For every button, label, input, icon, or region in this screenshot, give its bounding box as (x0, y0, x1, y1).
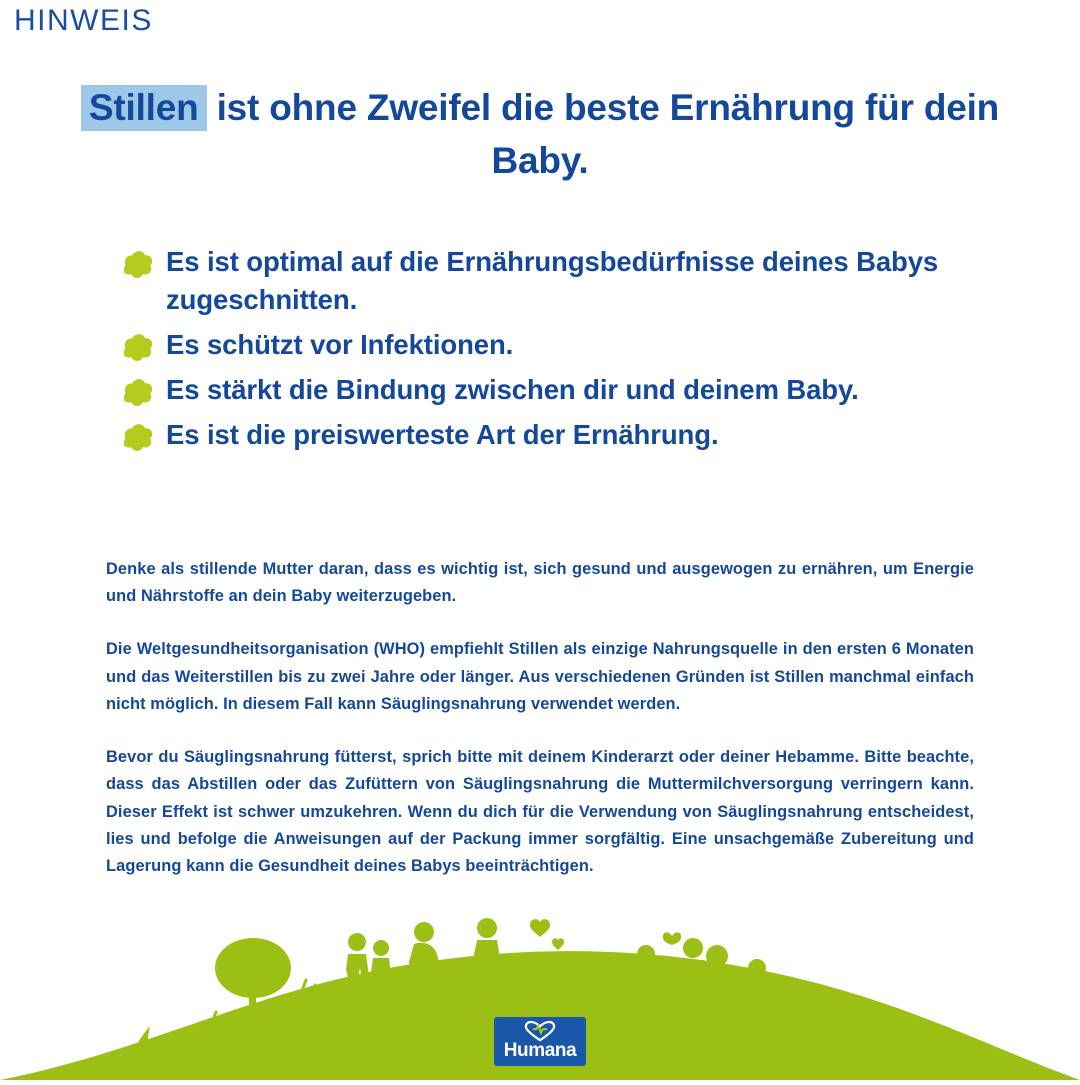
headline-highlight: Stillen (81, 85, 207, 131)
list-item (124, 416, 1004, 454)
headline-rest: ist ohne Zweifel die beste Ernährung für dein Baby. (206, 87, 1000, 181)
body-copy (106, 556, 974, 880)
logo-wordmark: Humana (503, 1040, 577, 1061)
benefits-list (124, 243, 1004, 461)
paragraph: Denke als stillende Mutter daran, dass es wichtig ist, sich gesund und ausgewogen zu ernähren, um Energie und Nährstoffe an dein Baby weiterzugeben. (106, 560, 974, 606)
list-item-label: Es ist optimal auf die Ernährungsbedürfnisse deines Babys zugeschnitten. (166, 246, 939, 315)
list-item-label: Es ist die preiswerteste Art der Ernährung. (166, 418, 719, 450)
brand-logo (460, 1017, 620, 1066)
flower-bullet-icon (124, 377, 154, 407)
list-item-label: Es schützt vor Infektionen. (166, 328, 514, 360)
page-kicker: HINWEIS (14, 4, 153, 37)
list-item (124, 326, 1004, 364)
page-title (70, 82, 1010, 187)
flower-bullet-icon (124, 422, 154, 452)
flower-bullet-icon (124, 249, 154, 279)
paragraph: Bevor du Säuglingsnahrung fütterst, sprich bitte mit deinem Kinderarzt oder deiner Hebamme. Bitte beachte, dass das Abstillen oder das Zufüttern von Säuglingsnahrung die Muttermilchversorgung verringern kann. Dieser Effekt ist schwer umzukehren. Wenn du dich für die Verwendung von Säuglingsnahrung entscheidest, lies und befolge die Anweisungen auf der Packung immer sorgfältig. Eine unsachgemäße Zubereitung und Lagerung kann die Gesundheit deines Babys beeinträchtigen. (106, 748, 974, 876)
list-item-label: Es stärkt die Bindung zwischen dir und deinem Baby. (166, 373, 859, 405)
logo-badge (494, 1017, 587, 1066)
paragraph: Die Weltgesundheitsorganisation (WHO) empfiehlt Stillen als einzige Nahrungsquelle in den ersten 6 Monaten und das Weiterstillen bis zu zwei Jahre oder länger. Aus verschiedenen Gründen ist Stillen manchmal einfach nicht möglich. In diesem Fall kann Säuglingsnahrung verwendet werden. (106, 640, 974, 713)
list-item (124, 371, 1004, 409)
list-item (124, 243, 1004, 319)
heart-icon (504, 1020, 577, 1042)
flower-bullet-icon (124, 332, 154, 362)
